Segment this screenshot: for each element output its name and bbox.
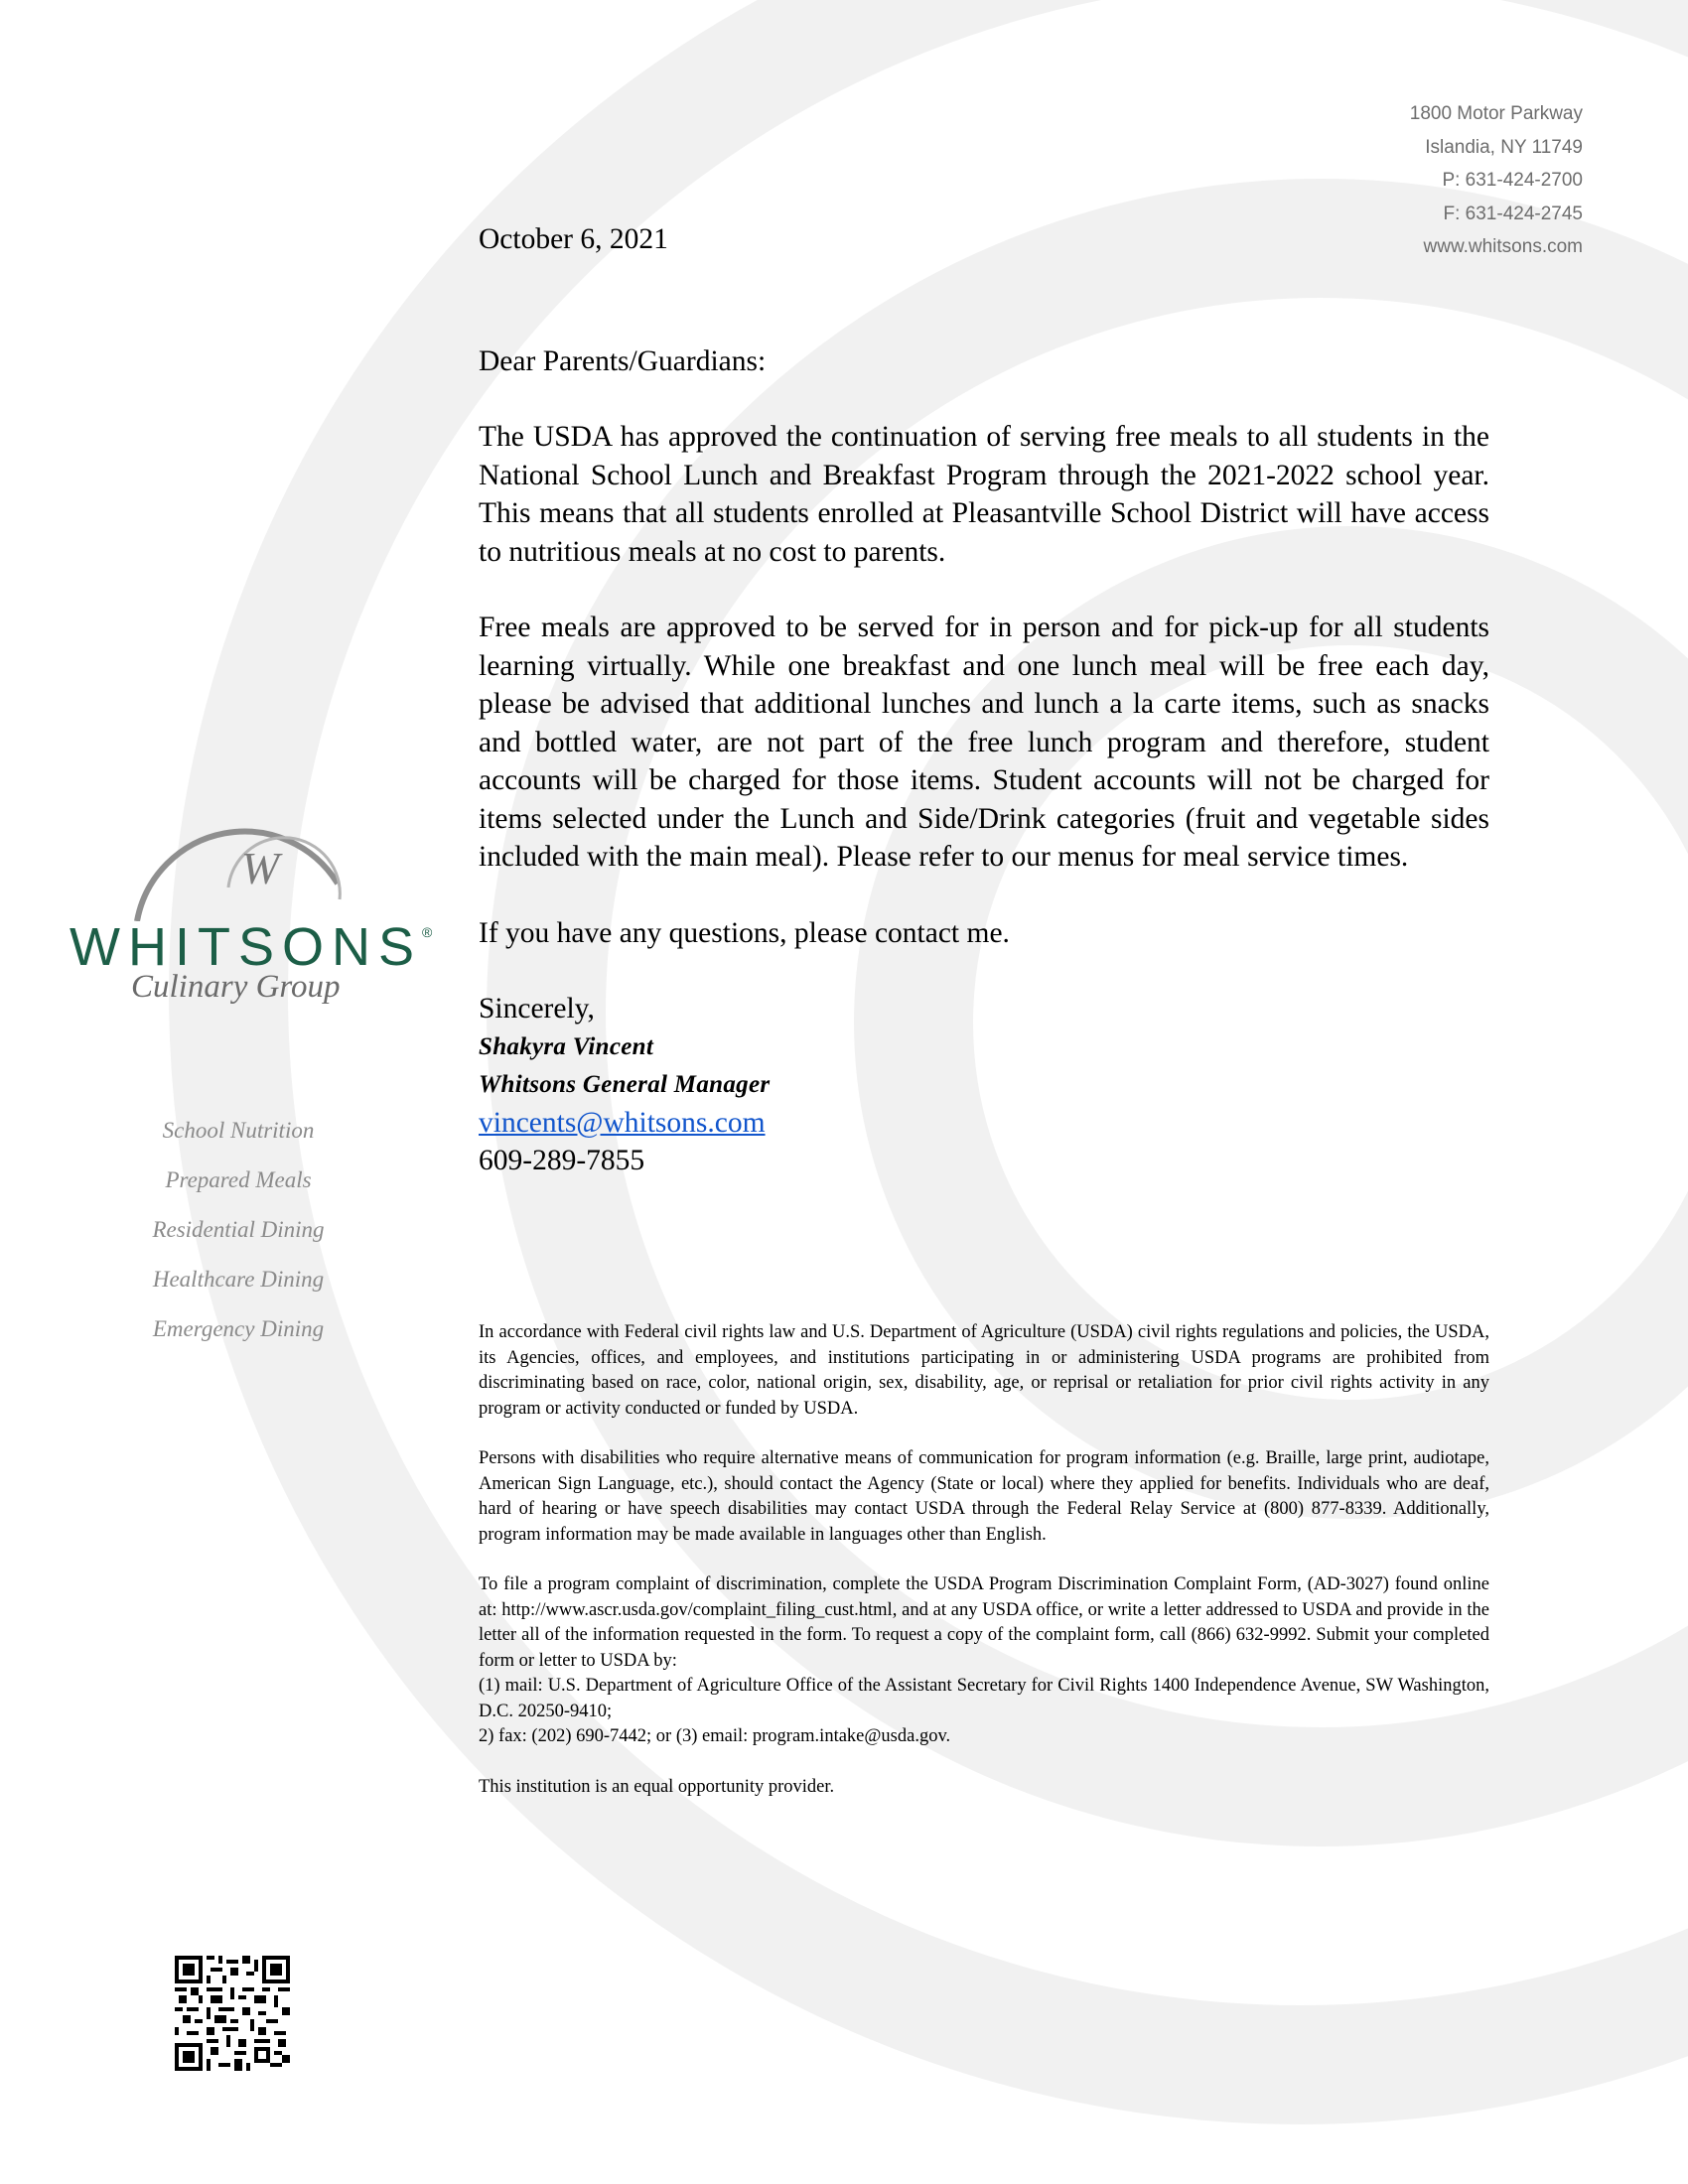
address-street: 1800 Motor Parkway	[1409, 103, 1583, 124]
address-fax: F: 631-424-2745	[1443, 203, 1583, 224]
fineprint-paragraph: Persons with disabilities who require alternative means of communication for program information (e.g. Braille, large print, audiotape, American Sign Language, etc.), should contact the Agency (State or local) where they applied for benefits. Individuals who are deaf, hard of hearing or have speech disabilities may contact USDA through the Federal Relay Service at (800) 877-8339. Additionally, program information may be made available in languages other than English.	[479, 1448, 1489, 1545]
address-website: www.whitsons.com	[1423, 236, 1583, 257]
letter-date: October 6, 2021	[479, 223, 668, 255]
letter-paragraph: Free meals are approved to be served for in person and for pick-up for all students learning virtually. While one breakfast and one lunch meal will be free each day, please be advised that additional lunches and lunch a la carte items, such as snacks and bottled water, are not part of the free lunch program and therefore, student accounts will be charged for those items. Student accounts will not be charged for items selected under the Lunch and Side/Drink categories (fruit and vegetable sides included with the main meal). Please refer to our menus for meal service times.	[479, 612, 1489, 873]
registered-mark: ®	[422, 924, 433, 940]
logo-sub-brand: Culinary Group	[131, 969, 341, 1005]
letter-paragraph: The USDA has approved the continuation of serving free meals to all students in the National School Lunch and Breakfast Program through the 2021-2022 school year. This means that all students enrolled at Pleasantville School District will have access to nutritious meals at no cost to parents.	[479, 421, 1489, 568]
services-list	[99, 1106, 377, 1354]
signer-name: Shakyra Vincent	[479, 1032, 654, 1060]
logo-monogram: W	[240, 843, 280, 893]
fineprint-paragraph: In accordance with Federal civil rights law and U.S. Department of Agriculture (USDA) civil rights regulations and policies, the USDA, its Agencies, offices, and employees, and institutions participating in or administering USDA programs are prohibited from discriminating based on race, color, national origin, sex, disability, age, or reprisal or retaliation for prior civil rights activity in any program or activity conducted or funded by USDA.	[479, 1322, 1489, 1419]
signer-title: Whitsons General Manager	[479, 1070, 771, 1098]
logo-brand-text: WHITSONS	[70, 917, 422, 977]
service-item: Residential Dining	[152, 1217, 325, 1242]
contact-phone: 609-289-7855	[479, 1145, 645, 1176]
letter-salutation: Dear Parents/Guardians:	[479, 344, 767, 377]
service-item: Emergency Dining	[152, 1316, 325, 1341]
letter-paragraph: If you have any questions, please contact me.	[479, 916, 1010, 949]
fineprint-paragraph: (1) mail: U.S. Department of Agriculture Office of the Assistant Secretary for Civil Rights 1400 Independence Avenue, SW Washington, D.C. 20250-9410;	[479, 1676, 1489, 1721]
service-item: Healthcare Dining	[152, 1267, 325, 1292]
qr-code-icon[interactable]	[175, 1956, 290, 2071]
fineprint-paragraph: 2) fax: (202) 690-7442; or (3) email: program.intake@usda.gov.	[479, 1726, 951, 1746]
service-item: School Nutrition	[162, 1118, 315, 1143]
contact-email-link[interactable]: vincents@whitsons.com	[479, 1106, 766, 1139]
contact-email-line	[479, 1104, 1489, 1143]
fineprint-paragraph: This institution is an equal opportunity provider.	[479, 1776, 835, 1797]
whitsons-logo	[70, 822, 433, 1021]
service-item: Prepared Meals	[165, 1167, 312, 1192]
logo-arc-icon	[70, 822, 427, 921]
address-city: Islandia, NY 11749	[1425, 136, 1583, 158]
usda-nondiscrimination-statement	[479, 1320, 1489, 1825]
letter-closing: Sincerely,	[479, 993, 595, 1024]
address-phone: P: 631-424-2700	[1442, 170, 1583, 191]
letter-body	[479, 220, 1489, 1180]
fineprint-paragraph: To file a program complaint of discrimination, complete the USDA Program Discrimination Complaint Form, (AD-3027) found online at: http://www.ascr.usda.gov/complaint_filing_cust.html, and at any USDA office, or write a letter addressed to USDA and provide in the letter all of the information requested in the form. To request a copy of the complaint form, call (866) 632-9992. Submit your completed form or letter to USDA by:	[479, 1574, 1489, 1671]
